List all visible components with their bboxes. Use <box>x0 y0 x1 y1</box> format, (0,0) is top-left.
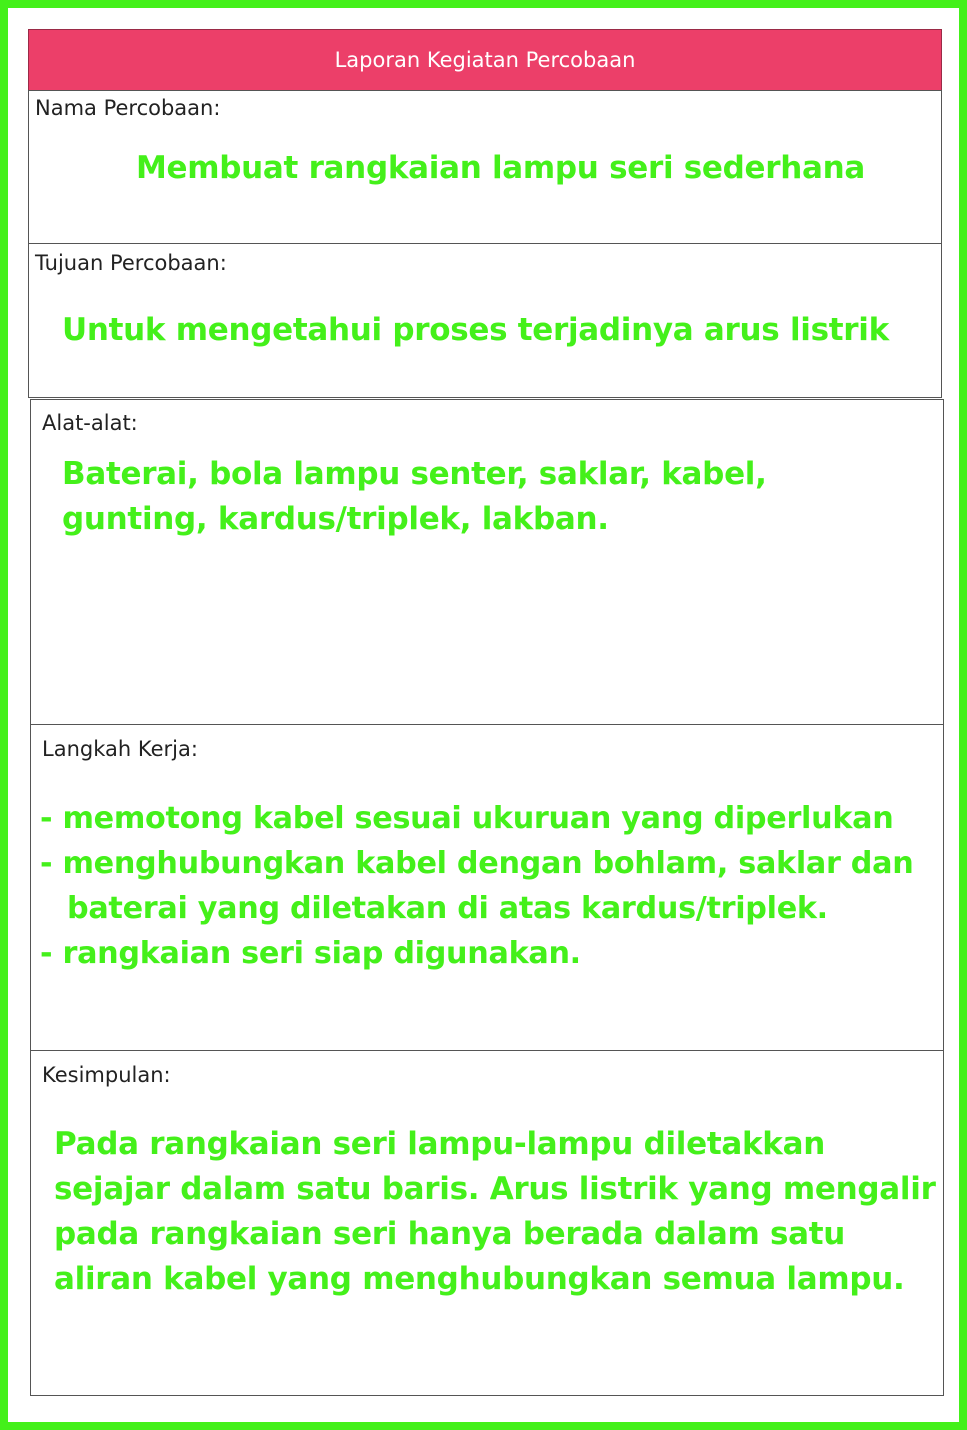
label-kesimpulan: Kesimpulan: <box>42 1063 171 1087</box>
label-nama-percobaan: Nama Percobaan: <box>35 96 221 120</box>
label-alat-alat: Alat-alat: <box>42 411 138 435</box>
label-tujuan-percobaan: Tujuan Percobaan: <box>35 251 227 275</box>
answer-line: - memotong kabel sesuai ukuruan yang diperlukan <box>40 801 894 836</box>
answer-nama-percobaan <box>136 146 865 191</box>
label-langkah-kerja: Langkah Kerja: <box>42 737 198 761</box>
answer-line: Untuk mengetahui proses terjadinya arus listrik <box>62 312 889 348</box>
answer-alat-alat <box>62 452 767 542</box>
answer-line: Pada rangkaian seri lampu-lampu diletakkan <box>54 1126 825 1162</box>
answer-line: baterai yang diletakan di atas kardus/triplek. <box>67 891 828 926</box>
answer-line: sejajar dalam satu baris. Arus listrik yang mengalir <box>54 1171 936 1207</box>
answer-line: Membuat rangkaian lampu seri sederhana <box>136 150 866 186</box>
answer-line: gunting, kardus/triplek, lakban. <box>62 501 609 537</box>
answer-line: Baterai, bola lampu senter, saklar, kabel, <box>62 456 767 492</box>
report-title: Laporan Kegiatan Percobaan <box>28 29 942 91</box>
answer-tujuan-percobaan <box>62 308 889 353</box>
answer-line: - rangkaian seri siap digunakan. <box>40 936 581 971</box>
answer-kesimpulan <box>54 1122 936 1302</box>
answer-line: pada rangkaian seri hanya berada dalam satu <box>54 1216 846 1252</box>
answer-line: aliran kabel yang menghubungkan semua lampu. <box>54 1261 905 1297</box>
answer-line: - menghubungkan kabel dengan bohlam, saklar dan <box>40 846 914 881</box>
section-alat-alat <box>30 399 944 725</box>
answer-langkah-kerja <box>40 796 913 976</box>
